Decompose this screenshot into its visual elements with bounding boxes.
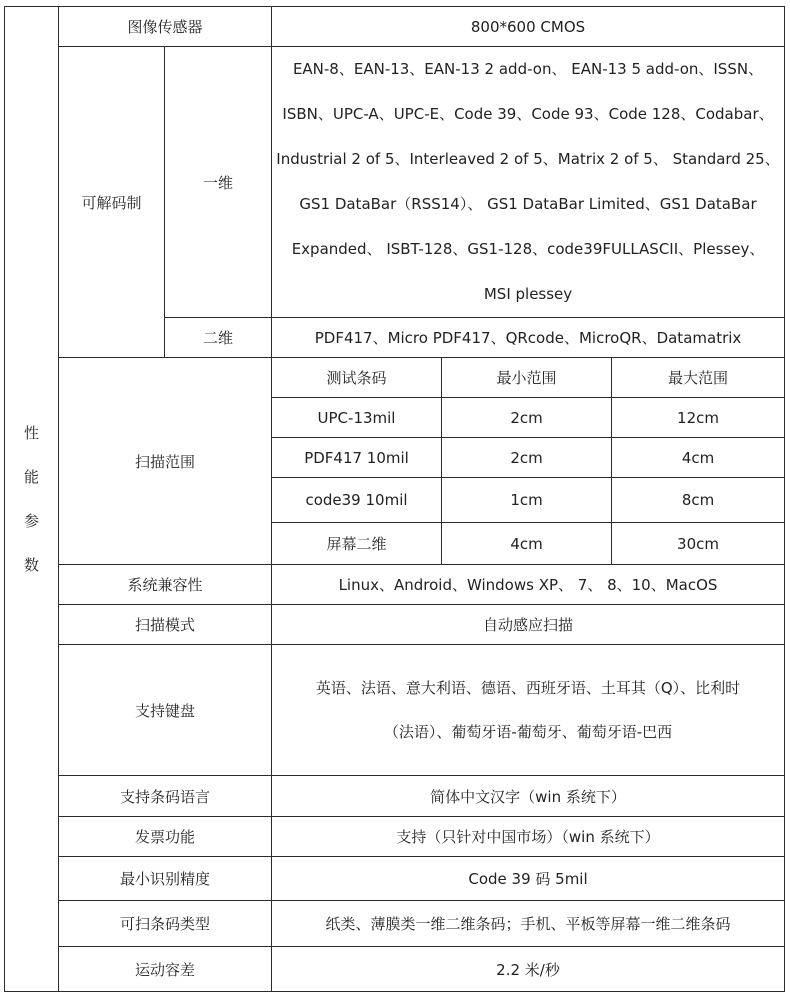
- sensor-label: 图像传感器: [59, 7, 272, 47]
- invoice-value: 支持（只针对中国市场）（win 系统下）: [272, 817, 785, 857]
- scan-cell: 1cm: [442, 478, 612, 523]
- two-d-label: 二维: [165, 318, 272, 358]
- code-line: ISBN、UPC-A、UPC-E、Code 39、Code 93、Code 128、Codabar、: [282, 105, 774, 123]
- scan-cell: 30cm: [612, 523, 785, 565]
- spec-table: [4, 6, 785, 992]
- code-line: Industrial 2 of 5、Interleaved 2 of 5、Matrix 2 of 5、 Standard 25、: [276, 150, 780, 168]
- keyboard-label: 支持键盘: [59, 645, 272, 776]
- scan-cell: PDF417 10mil: [272, 438, 442, 478]
- keyboard-line: （法语）、葡萄牙语-葡萄牙、葡萄牙语-巴西: [383, 723, 673, 741]
- precision-label: 最小识别精度: [59, 857, 272, 901]
- barcode-types-label: 可扫条码类型: [59, 901, 272, 947]
- invoice-label: 发票功能: [59, 817, 272, 857]
- compat-value: Linux、Android、Windows XP、 7、 8、10、MacOS: [272, 565, 785, 605]
- scan-cell: 8cm: [612, 478, 785, 523]
- precision-value: Code 39 码 5mil: [272, 857, 785, 901]
- one-d-codes: [272, 47, 785, 318]
- scan-cell: UPC-13mil: [272, 398, 442, 438]
- scan-cell: 4cm: [612, 438, 785, 478]
- table-row: [5, 605, 785, 645]
- code-line: MSI plessey: [483, 285, 573, 303]
- table-row: [5, 7, 785, 47]
- barcode-lang-value: 简体中文汉字（win 系统下）: [272, 776, 785, 817]
- table-row: [5, 358, 785, 398]
- table-row: [5, 817, 785, 857]
- table-row: [5, 47, 785, 318]
- code-line: GS1 DataBar（RSS14）、 GS1 DataBar Limited、GS1 DataBar: [299, 195, 757, 213]
- motion-label: 运动容差: [59, 947, 272, 992]
- code-line: EAN-8、EAN-13、EAN-13 2 add-on、 EAN-13 5 add-on、ISSN、: [292, 60, 764, 78]
- scan-header: 最大范围: [612, 358, 785, 398]
- scan-header: 测试条码: [272, 358, 442, 398]
- scan-cell: 屏幕二维: [272, 523, 442, 565]
- table-row: [5, 645, 785, 776]
- two-d-codes: PDF417、Micro PDF417、QRcode、MicroQR、Datamatrix: [272, 318, 785, 358]
- compat-label: 系统兼容性: [59, 565, 272, 605]
- table-row: [5, 776, 785, 817]
- keyboard-line: 英语、法语、意大利语、德语、西班牙语、土耳其（Q）、比利时: [315, 679, 741, 697]
- category-char: 能: [23, 468, 39, 486]
- table-row: [5, 857, 785, 901]
- scan-cell: 2cm: [442, 438, 612, 478]
- table-row: [5, 565, 785, 605]
- code-line: Expanded、 ISBT-128、GS1-128、code39FULLASCII、Plessey、: [291, 240, 765, 258]
- scan-header: 最小范围: [442, 358, 612, 398]
- table-row: [5, 901, 785, 947]
- keyboard-value: [272, 645, 785, 776]
- category-char: 参: [23, 512, 39, 530]
- scan-range-label: 扫描范围: [59, 358, 272, 565]
- barcode-lang-label: 支持条码语言: [59, 776, 272, 817]
- one-d-label: 一维: [165, 47, 272, 318]
- category-char: 性: [23, 424, 39, 442]
- scan-mode-value: 自动感应扫描: [272, 605, 785, 645]
- scan-cell: 4cm: [442, 523, 612, 565]
- sensor-value: 800*600 CMOS: [272, 7, 785, 47]
- motion-value: 2.2 米/秒: [272, 947, 785, 992]
- scan-cell: code39 10mil: [272, 478, 442, 523]
- scan-cell: 12cm: [612, 398, 785, 438]
- category-cell: [5, 7, 59, 992]
- decode-label: 可解码制: [59, 47, 165, 358]
- table-row: [5, 947, 785, 992]
- scan-cell: 2cm: [442, 398, 612, 438]
- scan-mode-label: 扫描模式: [59, 605, 272, 645]
- category-char: 数: [23, 556, 39, 574]
- barcode-types-value: 纸类、薄膜类一维二维条码；手机、平板等屏幕一维二维条码: [272, 901, 785, 947]
